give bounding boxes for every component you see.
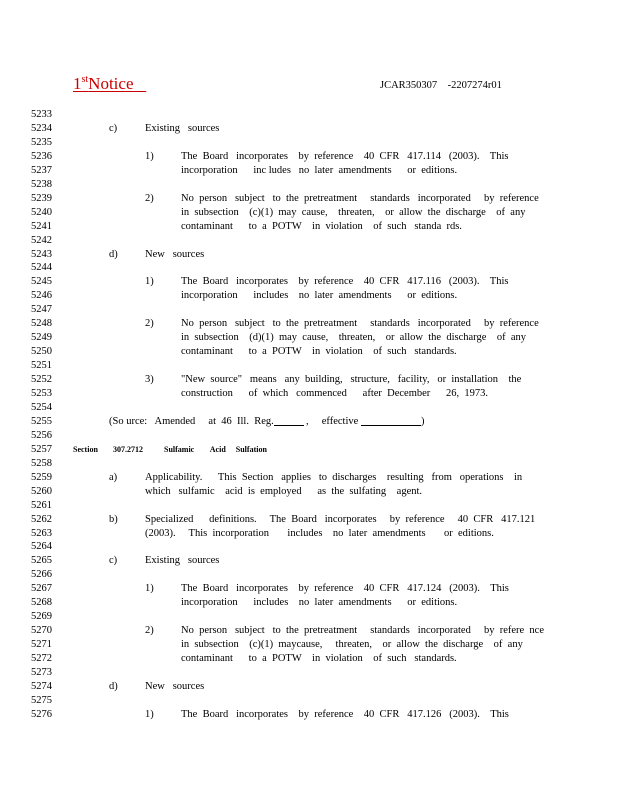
line-number: 5263 <box>31 527 52 539</box>
text-line: in subsection (c)(1) may cause, threaten, or allow the discharge of any <box>181 206 526 218</box>
subsection-label: a) <box>109 471 118 483</box>
line-number: 5273 <box>31 667 52 678</box>
text-line: construction of which commenced after December 26, 1973. <box>181 388 489 399</box>
line-number: 5239 <box>31 192 52 204</box>
text-line: New sources <box>145 680 205 692</box>
line-number: 5238 <box>31 178 52 190</box>
line-number: 5235 <box>31 136 52 148</box>
text-line: No person subject to the pretreatment standards incorporated by reference <box>181 318 539 330</box>
line-number: 5275 <box>31 694 52 706</box>
line-number: 5234 <box>31 122 52 134</box>
text-line: Applicability. This Section applies to discharges resulting from operations in <box>145 471 523 483</box>
line-number: 5242 <box>31 234 52 246</box>
text-line: incorporation includes no later amendments or editions. <box>181 597 458 609</box>
subsection-label: c) <box>109 555 118 567</box>
text-line: The Board incorporates by reference 40 CFR 417.116 (2003). This <box>181 276 509 288</box>
line-number: 5274 <box>31 680 52 692</box>
text-line: (2003). This incorporation includes no later amendments or editions. <box>145 527 494 539</box>
line-number: 5233 <box>31 109 52 120</box>
line-number: 5269 <box>31 611 52 623</box>
line-number: 5241 <box>31 220 52 232</box>
line-number: 5266 <box>31 569 52 581</box>
line-number: 5272 <box>31 653 52 665</box>
text-line: The Board incorporates by reference 40 CFR 417.114 (2003). This <box>181 150 509 162</box>
line-number: 5259 <box>31 471 52 483</box>
line-number: 5245 <box>31 276 52 288</box>
line-number: 5243 <box>31 248 52 260</box>
text-line: contaminant to a POTW in violation of such standards. <box>181 346 457 358</box>
line-number: 5270 <box>31 625 52 637</box>
line-number: 5255 <box>31 415 52 427</box>
line-number: 5250 <box>31 346 52 358</box>
section-heading-label: Section <box>73 444 98 454</box>
line-number: 5240 <box>31 206 52 218</box>
subsection-label: 1) <box>145 150 154 162</box>
document-code: JCAR350307 -2207274r01 <box>380 80 502 91</box>
subsection-label: c) <box>109 122 118 134</box>
text-line: Specialized definitions. The Board incorporates by reference 40 CFR 417.121 <box>145 513 536 525</box>
text-line: contaminant to a POTW in violation of such standards. <box>181 653 457 665</box>
line-number: 5276 <box>31 708 52 720</box>
line-number: 5252 <box>31 374 52 386</box>
line-number: 5244 <box>31 262 52 274</box>
line-number: 5251 <box>31 360 52 372</box>
subsection-label: b) <box>109 513 118 525</box>
text-line: The Board incorporates by reference 40 CFR 417.124 (2003). This <box>181 583 509 595</box>
text-line: incorporation includes no later amendments or editions. <box>181 290 458 302</box>
notice-word: Notice <box>88 74 134 93</box>
subsection-label: 3) <box>145 374 154 386</box>
line-number: 5236 <box>31 150 52 162</box>
text-line: No person subject to the pretreatment standards incorporated by reference <box>181 192 539 204</box>
line-number: 5271 <box>31 639 52 651</box>
line-number: 5264 <box>31 541 52 553</box>
line-number: 5265 <box>31 555 52 567</box>
notice-number: 1 <box>73 74 82 93</box>
fill-in-blank <box>361 415 421 431</box>
source-note-close: ) <box>421 415 425 427</box>
text-line: (So urce: Amended at 46 Ill. Reg. <box>109 415 274 427</box>
text-line: Existing sources <box>145 122 220 134</box>
line-number: 5253 <box>31 388 52 399</box>
subsection-label: d) <box>109 248 118 260</box>
line-number: 5257 <box>31 443 52 455</box>
text-line: The Board incorporates by reference 40 CFR 417.126 (2003). This <box>181 708 509 720</box>
text-line: New sources <box>145 248 205 260</box>
text-line: which sulfamic acid is employed as the sulfating agent. <box>145 485 423 497</box>
subsection-label: 1) <box>145 708 154 720</box>
line-number: 5254 <box>31 401 52 413</box>
text-line: in subsection (c)(1) maycause, threaten, or allow the discharge of any <box>181 639 523 651</box>
line-number: 5258 <box>31 457 52 469</box>
line-number: 5267 <box>31 583 52 595</box>
text-line: "New source" means any building, structure, facility, or installation the <box>181 374 522 386</box>
text-line: incorporation inc ludes no later amendments or editions. <box>181 164 458 176</box>
line-number: 5246 <box>31 290 52 302</box>
text-line: No person subject to the pretreatment standards incorporated by refere nce <box>181 625 544 637</box>
section-heading-title: Sulfamic Acid Sulfation <box>164 444 267 454</box>
text-line: in subsection (d)(1) may cause, threaten, or allow the discharge of any <box>181 332 527 344</box>
notice-superscript: st <box>81 74 89 85</box>
subsection-label: d) <box>109 680 118 692</box>
subsection-label: 2) <box>145 625 154 637</box>
line-number: 5260 <box>31 485 52 497</box>
line-number: 5249 <box>31 332 52 344</box>
line-number: 5248 <box>31 318 52 330</box>
line-number: 5268 <box>31 597 52 609</box>
fill-in-blank <box>274 415 304 431</box>
source-note-effective: , effective <box>306 415 359 427</box>
subsection-label: 1) <box>145 583 154 595</box>
subsection-label: 2) <box>145 318 154 330</box>
subsection-label: 1) <box>145 276 154 288</box>
line-number: 5256 <box>31 429 52 441</box>
text-line: Existing sources <box>145 555 220 567</box>
subsection-label: 2) <box>145 192 154 204</box>
line-number: 5247 <box>31 304 52 316</box>
section-heading-num: 307.2712 <box>113 444 143 454</box>
notice-heading <box>73 74 146 94</box>
text-line: contaminant to a POTW in violation of such standa rds. <box>181 220 462 232</box>
line-number: 5261 <box>31 499 52 511</box>
line-number: 5237 <box>31 164 52 176</box>
line-number: 5262 <box>31 513 52 525</box>
